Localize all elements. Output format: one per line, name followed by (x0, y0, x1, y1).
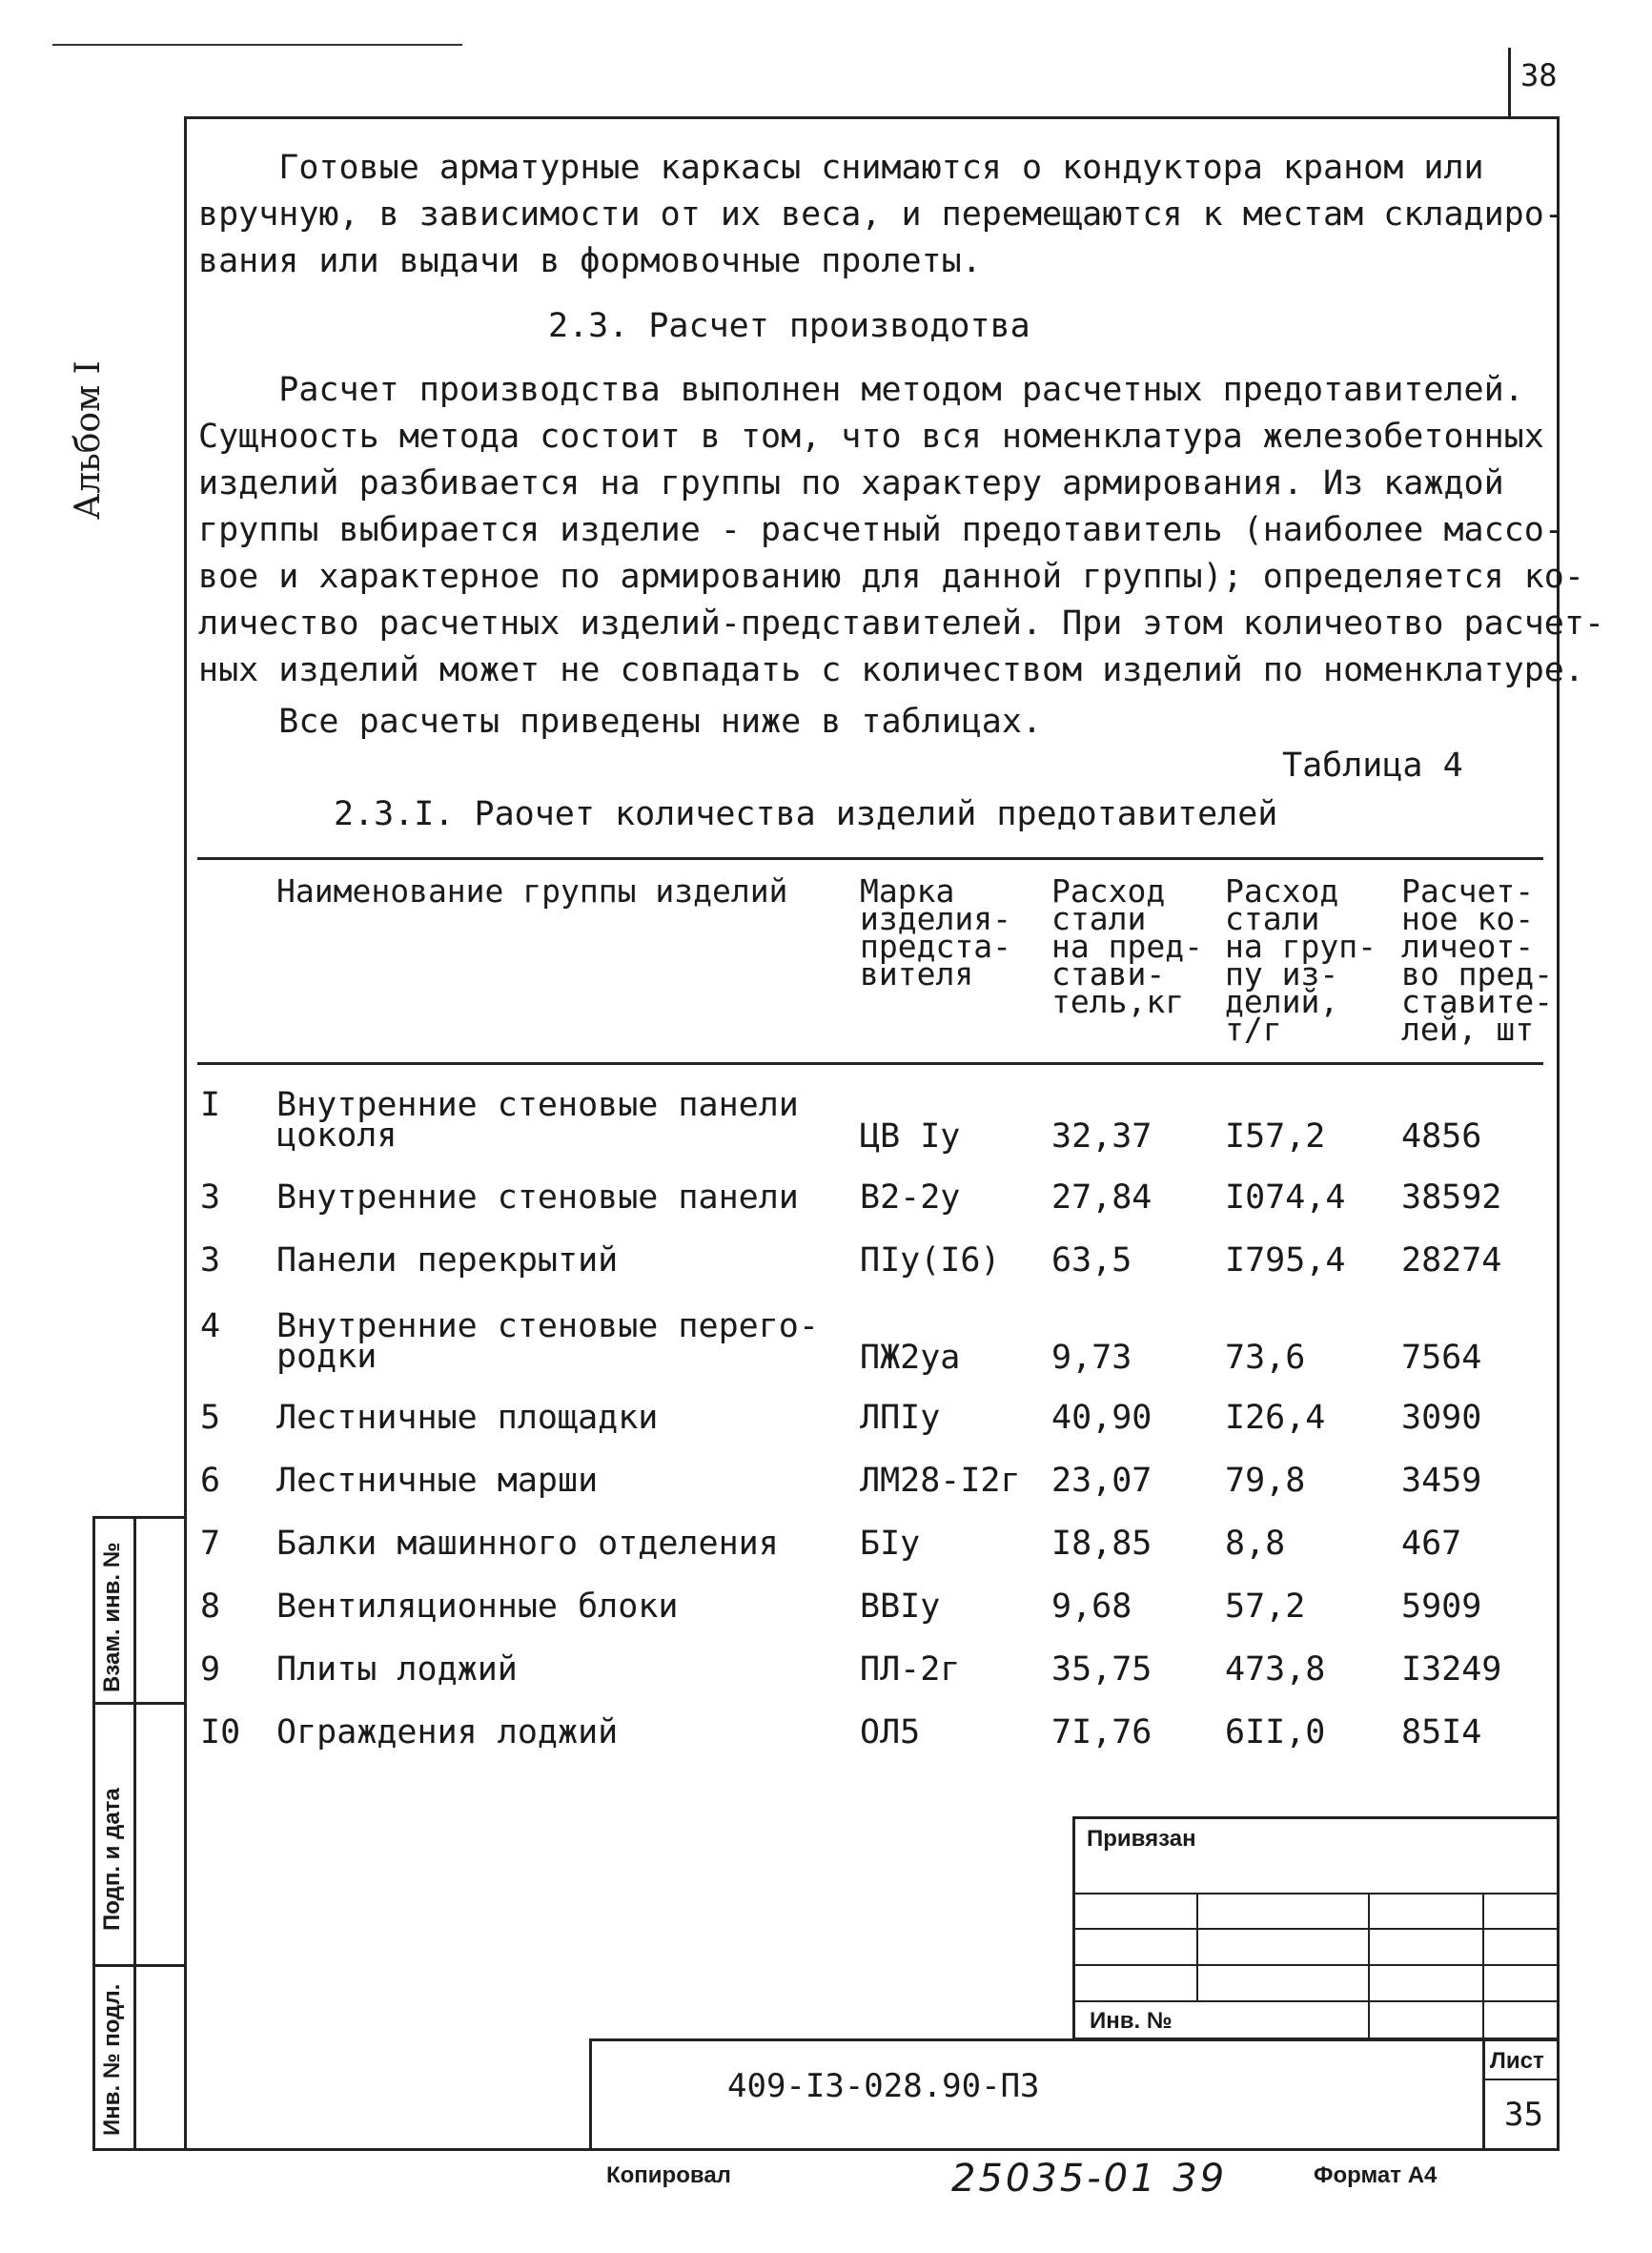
stamp-line (1072, 1964, 1560, 1966)
side-stamp-inner-line (133, 1516, 136, 2151)
stamp-line (1072, 2000, 1560, 2002)
row-mark: ЛМ28-I2г (860, 1462, 1021, 1500)
row-mark: ОЛ5 (860, 1713, 921, 1751)
table-title: 2.3.I. Раочет количества изделий предотавителей (334, 795, 1278, 833)
row-steel-per-group: 8,8 (1225, 1525, 1286, 1563)
row-steel-per-unit: 9,73 (1051, 1339, 1132, 1377)
handwritten-number: 25035-01 39 (951, 2157, 1228, 2201)
row-number: 4 (200, 1307, 221, 1345)
row-steel-per-unit: 35,75 (1051, 1650, 1152, 1689)
row-steel-per-group: 473,8 (1225, 1650, 1326, 1689)
side-label-inv: Инв. № подл. (99, 1983, 125, 2136)
side-label-podp: Подп. и дата (99, 1788, 125, 1931)
document-code: 409-I3-028.90-ПЗ (727, 2067, 1040, 2105)
copied-label: Копировал (606, 2162, 731, 2188)
row-steel-per-unit: 7I,76 (1051, 1713, 1152, 1751)
row-number: 7 (200, 1525, 221, 1563)
section-title: 2.3. Расчет производотва (548, 307, 1030, 345)
row-count: I3249 (1401, 1650, 1502, 1689)
row-steel-per-group: 6II,0 (1225, 1713, 1326, 1751)
row-count: 4856 (1401, 1117, 1482, 1156)
stamp-col (1196, 1893, 1198, 2000)
row-count: 467 (1401, 1525, 1462, 1563)
stamp-line (1072, 1893, 1560, 1895)
row-group-name: Панели перекрытий (276, 1241, 619, 1280)
row-number: 3 (200, 1178, 221, 1217)
stamp-col (1368, 1893, 1370, 2040)
row-steel-per-unit: 9,68 (1051, 1587, 1132, 1626)
row-steel-per-group: I57,2 (1225, 1117, 1326, 1156)
row-number: 5 (200, 1399, 221, 1437)
side-label-vzam: Взам. инв. № (99, 1542, 125, 1692)
row-number: 3 (200, 1241, 221, 1280)
side-stamp-divider (92, 1964, 184, 1967)
row-group-name: Внутренние стеновые перего- родки (276, 1307, 819, 1376)
row-mark: ПЖ2уа (860, 1339, 961, 1377)
row-group-name: Внутренние стеновые панели цоколя (276, 1086, 799, 1155)
paragraph-1: Готовые арматурные каркасы снимаются о кондуктора краном или вручную, в зависимости от их веса, и перемещаются к местам складиро- вания или выдачи в формовочные пролеты. (198, 149, 1564, 280)
side-stamp-divider (92, 1702, 184, 1705)
row-number: I0 (200, 1713, 241, 1751)
row-steel-per-unit: 63,5 (1051, 1241, 1132, 1280)
row-group-name: Ограждения лоджий (276, 1713, 619, 1751)
row-steel-per-unit: 40,90 (1051, 1399, 1152, 1437)
header-steel-group: Расход стали на груп- пу из- делий, т/г (1225, 872, 1377, 1048)
format-label: Формат А4 (1314, 2162, 1438, 2188)
row-count: 5909 (1401, 1587, 1482, 1626)
stamp-col (1482, 1893, 1484, 2040)
sheet-label: Лист (1490, 2048, 1544, 2074)
header-mark: Марка изделия- предста- вителя (860, 872, 1011, 993)
row-count: 3090 (1401, 1399, 1482, 1437)
title-block-col (1482, 2038, 1485, 2151)
top-rule (52, 44, 462, 46)
paragraph-3: Все расчеты приведены ниже в таблицах. (198, 703, 1043, 741)
row-steel-per-unit: 32,37 (1051, 1117, 1152, 1156)
row-mark: ЦВ Iу (860, 1117, 961, 1156)
row-mark: ПIу(I6) (860, 1241, 1001, 1280)
header-count: Расчет- ное ко- личеот- во пред- ставите- лей, шт (1401, 872, 1553, 1048)
row-steel-per-unit: I8,85 (1051, 1525, 1152, 1563)
table-top-rule (197, 857, 1543, 860)
binding-label: Привязан (1087, 1826, 1196, 1852)
row-number: 6 (200, 1462, 221, 1500)
row-group-name: Лестничные площадки (276, 1399, 659, 1437)
row-group-name: Лестничные марши (276, 1462, 599, 1500)
row-steel-per-group: 73,6 (1225, 1339, 1306, 1377)
row-steel-per-group: I795,4 (1225, 1241, 1346, 1280)
paragraph-2: Расчет производства выполнен методом расчетных предотавителей. Сущноость метода состоит в том, что вся номенклатура железобетонных изделий разбивается на группы по характеру армирования. Из каждой группы выбирается изделие - расчетный предотавитель (наиболее массо- вое и характерное по армированию для данной группы); определяется ко- личество расчетных изделий-представителей. При этом количеотво расчет- ных изделий может не совпадать с количеством изделий по номенклатуре. (198, 371, 1605, 689)
table-header-rule (197, 1062, 1543, 1065)
table-label: Таблица 4 (1282, 747, 1463, 785)
stamp-line (1072, 1928, 1560, 1930)
row-mark: В2-2у (860, 1178, 961, 1217)
row-mark: ЛПIу (860, 1399, 941, 1437)
row-count: 7564 (1401, 1339, 1482, 1377)
row-steel-per-group: I26,4 (1225, 1399, 1326, 1437)
row-group-name: Балки машинного отделения (276, 1525, 779, 1563)
row-group-name: Вентиляционные блоки (276, 1587, 679, 1626)
row-mark: БIу (860, 1525, 921, 1563)
page-number-divider (1508, 48, 1511, 116)
inv-no-label: Инв. № (1090, 2008, 1173, 2034)
album-label: Альбом I (69, 360, 108, 520)
row-count: 38592 (1401, 1178, 1502, 1217)
page-number: 38 (1520, 57, 1558, 93)
row-count: 85I4 (1401, 1713, 1482, 1751)
row-steel-per-group: 57,2 (1225, 1587, 1306, 1626)
row-steel-per-group: I074,4 (1225, 1178, 1346, 1217)
row-steel-per-unit: 27,84 (1051, 1178, 1152, 1217)
row-group-name: Внутренние стеновые панели (276, 1178, 799, 1217)
row-number: I (200, 1086, 221, 1124)
row-steel-per-group: 79,8 (1225, 1462, 1306, 1500)
row-count: 3459 (1401, 1462, 1482, 1500)
row-mark: ПЛ-2г (860, 1650, 961, 1689)
row-mark: ВВIу (860, 1587, 941, 1626)
row-count: 28274 (1401, 1241, 1502, 1280)
sheet-number: 35 (1504, 2096, 1543, 2134)
row-number: 8 (200, 1587, 221, 1626)
row-steel-per-unit: 23,07 (1051, 1462, 1152, 1500)
title-block-row (1482, 2079, 1560, 2080)
header-steel-unit: Расход стали на пред- стави- тель,кг (1051, 872, 1203, 1020)
row-group-name: Плиты лоджий (276, 1650, 518, 1689)
header-name: Наименование группы изделий (276, 872, 788, 910)
row-number: 9 (200, 1650, 221, 1689)
